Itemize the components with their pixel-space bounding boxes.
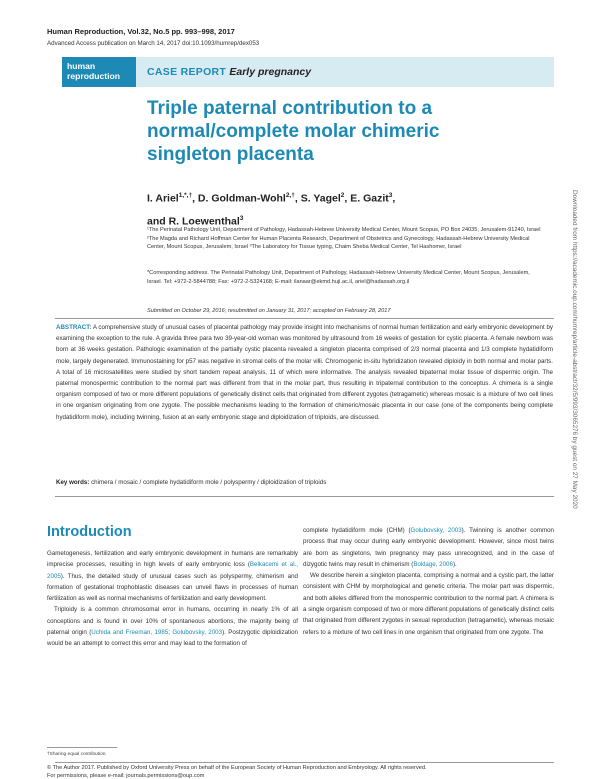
paragraph: We describe herein a singleton placenta, comprising a normal and a cystic part, the latter consistent with CHM by morphological and genetic criteria. The molar part was dispermic, and both alleles differed from the monospermic contribution to the normal part. A chimera is a single organism composed of two or more different populations of genetically distinct cells that originated from different zygotes in sexual reproduction (tetragametic), whereas mosaic refers to a mixture of two cell lines in one organism that originated from one zygote. The [303,572,554,636]
title-line: singleton placenta [147,144,314,165]
logo-line-1: human [67,61,96,71]
keywords [56,479,553,486]
permissions: For permissions, please e-mail: journals.permissions@oup.com [47,773,205,779]
author-affiliation-mark: 3 [388,192,393,199]
authors-line-1 [147,186,547,209]
footnote-rule [47,747,117,748]
affiliations: ¹The Perinatal Pathology Unit, Department of Pathology, Hadassah-Hebrew University Medical Center, Mount Scopus, PO Box 24035, Jerusalem-91240, Israel ²The Magda and Richard Hoffman Center for Human Placenta Research, Department of Obstetrics and Gynecology, Hadassah-Hebrew University Medical Center, Mount Scopus, Jerusalem, Israel ³The Laboratory for Tissue typing, Chaim Sheba Medical Center, Tel Hashomer, Israel [147,227,541,251]
abstract-top-rule [55,318,554,319]
copyright: © The Author 2017. Published by Oxford University Press on behalf of the European Society of Human Reproduction and Embryology. All rights reserved. [47,765,427,771]
title-line: Triple paternal contribution to a [147,98,433,119]
abstract-label: ABSTRACT: [56,324,92,331]
abstract-bottom-rule [55,496,554,497]
author-list [147,186,547,231]
title-line: normal/complete molar chimeric [147,121,440,142]
citation-link[interactable]: Uchida and Freeman, 1985 [91,629,169,637]
author-affiliation-mark: 1,*,† [178,192,193,199]
author-affiliation-mark: 2,† [285,192,295,199]
abstract-text: A comprehensive study of unusual cases of placental pathology may provide insight into mechanisms of normal human fertilization and early embryonic development by examining the exception to the rule. A gravida three para two 39-year-old woman was monitored by ultrasound from 16 weeks of gestation for cystic placenta. A female newborn was born at 36 weeks gestation. Pathologic examination of the partially cystic placenta revealed a singleton placenta comprised of 2/3 normal placenta and 1/3 complete hydatidiform mole, largely degenerated. Immunostaining for p57 was negative in stromal cells of the molar villi. Chromogenic in-situ hybridization revealed diploidy in both normal and molar parts. A total of 16 microsatellites were studied by short tandem repeat analysis, 11 of which were informative. The analysis revealed bipaternal molar tissue of dispermic origin. The paternal monospermic contribution to the normal part was different from that in the molar part, thus resulting in tripaternal contribution to the conceptus. A chimera is a single organism composed of two or more different populations of genetically distinct cells that originated from different zygotes (tetragametic) whereas mosaic is a mixture of two cell lines in one organism originating from one zygote. The possible mechanisms leading to the formation of chimeric/mosaic placenta in our case (one of the components being complete hydatidiform mole), including twinning, fusion at an early embryonic stage and diploidization of triploids, are discussed. [56,324,553,421]
download-watermark: Downloaded from https://academic.oup.com/humrep/article-abstract/32/5/993/3065276 by guest on 27 May 2020 [571,190,578,509]
abstract [56,322,553,423]
author-separator: , [392,192,396,205]
journal-logo [62,57,136,87]
author-name: , S. Yagel [294,192,341,205]
article-category [147,66,311,78]
correspondence: *Corresponding address. The Perinatal Pathology Unit, Department of Pathology, Hadassah-Hebrew University Medical Center, Mount Scopus, Jerusalem, Israel. Tel: +972-2-5844788; Fax: +972-2-5324168; E-mail: ilanaar@ekmd.huji.ac.il, ariel@hadassah.org.il [147,270,530,285]
category-topic: Early pregnancy [229,66,312,78]
journal-citation: Human Reproduction, Vol.32, No.5 pp. 993–998, 2017 [47,27,235,36]
citation-link[interactable]: Golubovsky, 2003 [172,629,223,637]
category-label: CASE REPORT [147,66,227,78]
paragraph: Gametogenesis, fertilization and early embryonic development in humans are remarkably imprecise processes, resulting in high levels of early embryonic loss (Belkacemi et al., 2005). Thus, the detailed study of unusual cases such as polyspermy, chimerism and formation of gestational trophoblastic diseases can unveil flaws in processes of human fertilization as well as normal mechanisms of fertilization and early development. [47,550,299,603]
citation-link[interactable]: Belkacemi et al., 2005 [47,561,299,580]
author-name: I. Ariel [147,192,179,205]
footer-rule [55,762,554,763]
advance-access-line: Advanced Access publication on March 14, 2017 doi:10.1093/humrep/dex053 [47,40,260,47]
author-affiliation-mark: 2 [340,192,345,199]
footnote: †Sharing equal contribution. [47,752,107,757]
author-name: and R. Loewenthal [147,215,240,227]
article-title [147,97,527,166]
section-heading-introduction: Introduction [47,524,132,540]
intro-left-column [47,548,298,650]
keywords-label: Key words: [56,479,90,486]
author-name: , E. Gazit [344,192,389,205]
author-name: , D. Goldman-Wohl [192,192,286,205]
logo-line-2: reproduction [67,71,120,81]
author-affiliation-mark: 3 [239,214,244,222]
keywords-text: chimera / mosaic / complete hydatidiform mole / polyspermy / diploidization of triploids [89,479,327,486]
paragraph: Triploidy is a common chromosomal error in humans, occurring in nearly 1% of all conceptions and is found in over 10% of spontaneous abortions, the majority being of paternal origin (Uchida and Freeman, 1985; Golubovsky, 2003). Postzygotic diploidization would be an attempt to correct this error and may lead to the formation of [47,606,298,648]
intro-right-column [303,525,554,638]
citation-link[interactable]: Golubovsky, 2003 [410,527,462,534]
submission-dates: Submitted on October 29, 2016; resubmitted on January 31, 2017; accepted on February 28, 2017 [147,308,391,314]
paragraph: complete hydatidiform mole (CHM) (Golubovsky, 2003). Twinning is another common process that may occur during early embryonic development. However, since most twins are born as singletons, twin pregnancy may pass unrecognized, and in the case of dizygotic twins may result in chimerism (Boklage, 2006). [303,527,554,568]
citation-link[interactable]: Boklage, 2006 [413,560,453,568]
